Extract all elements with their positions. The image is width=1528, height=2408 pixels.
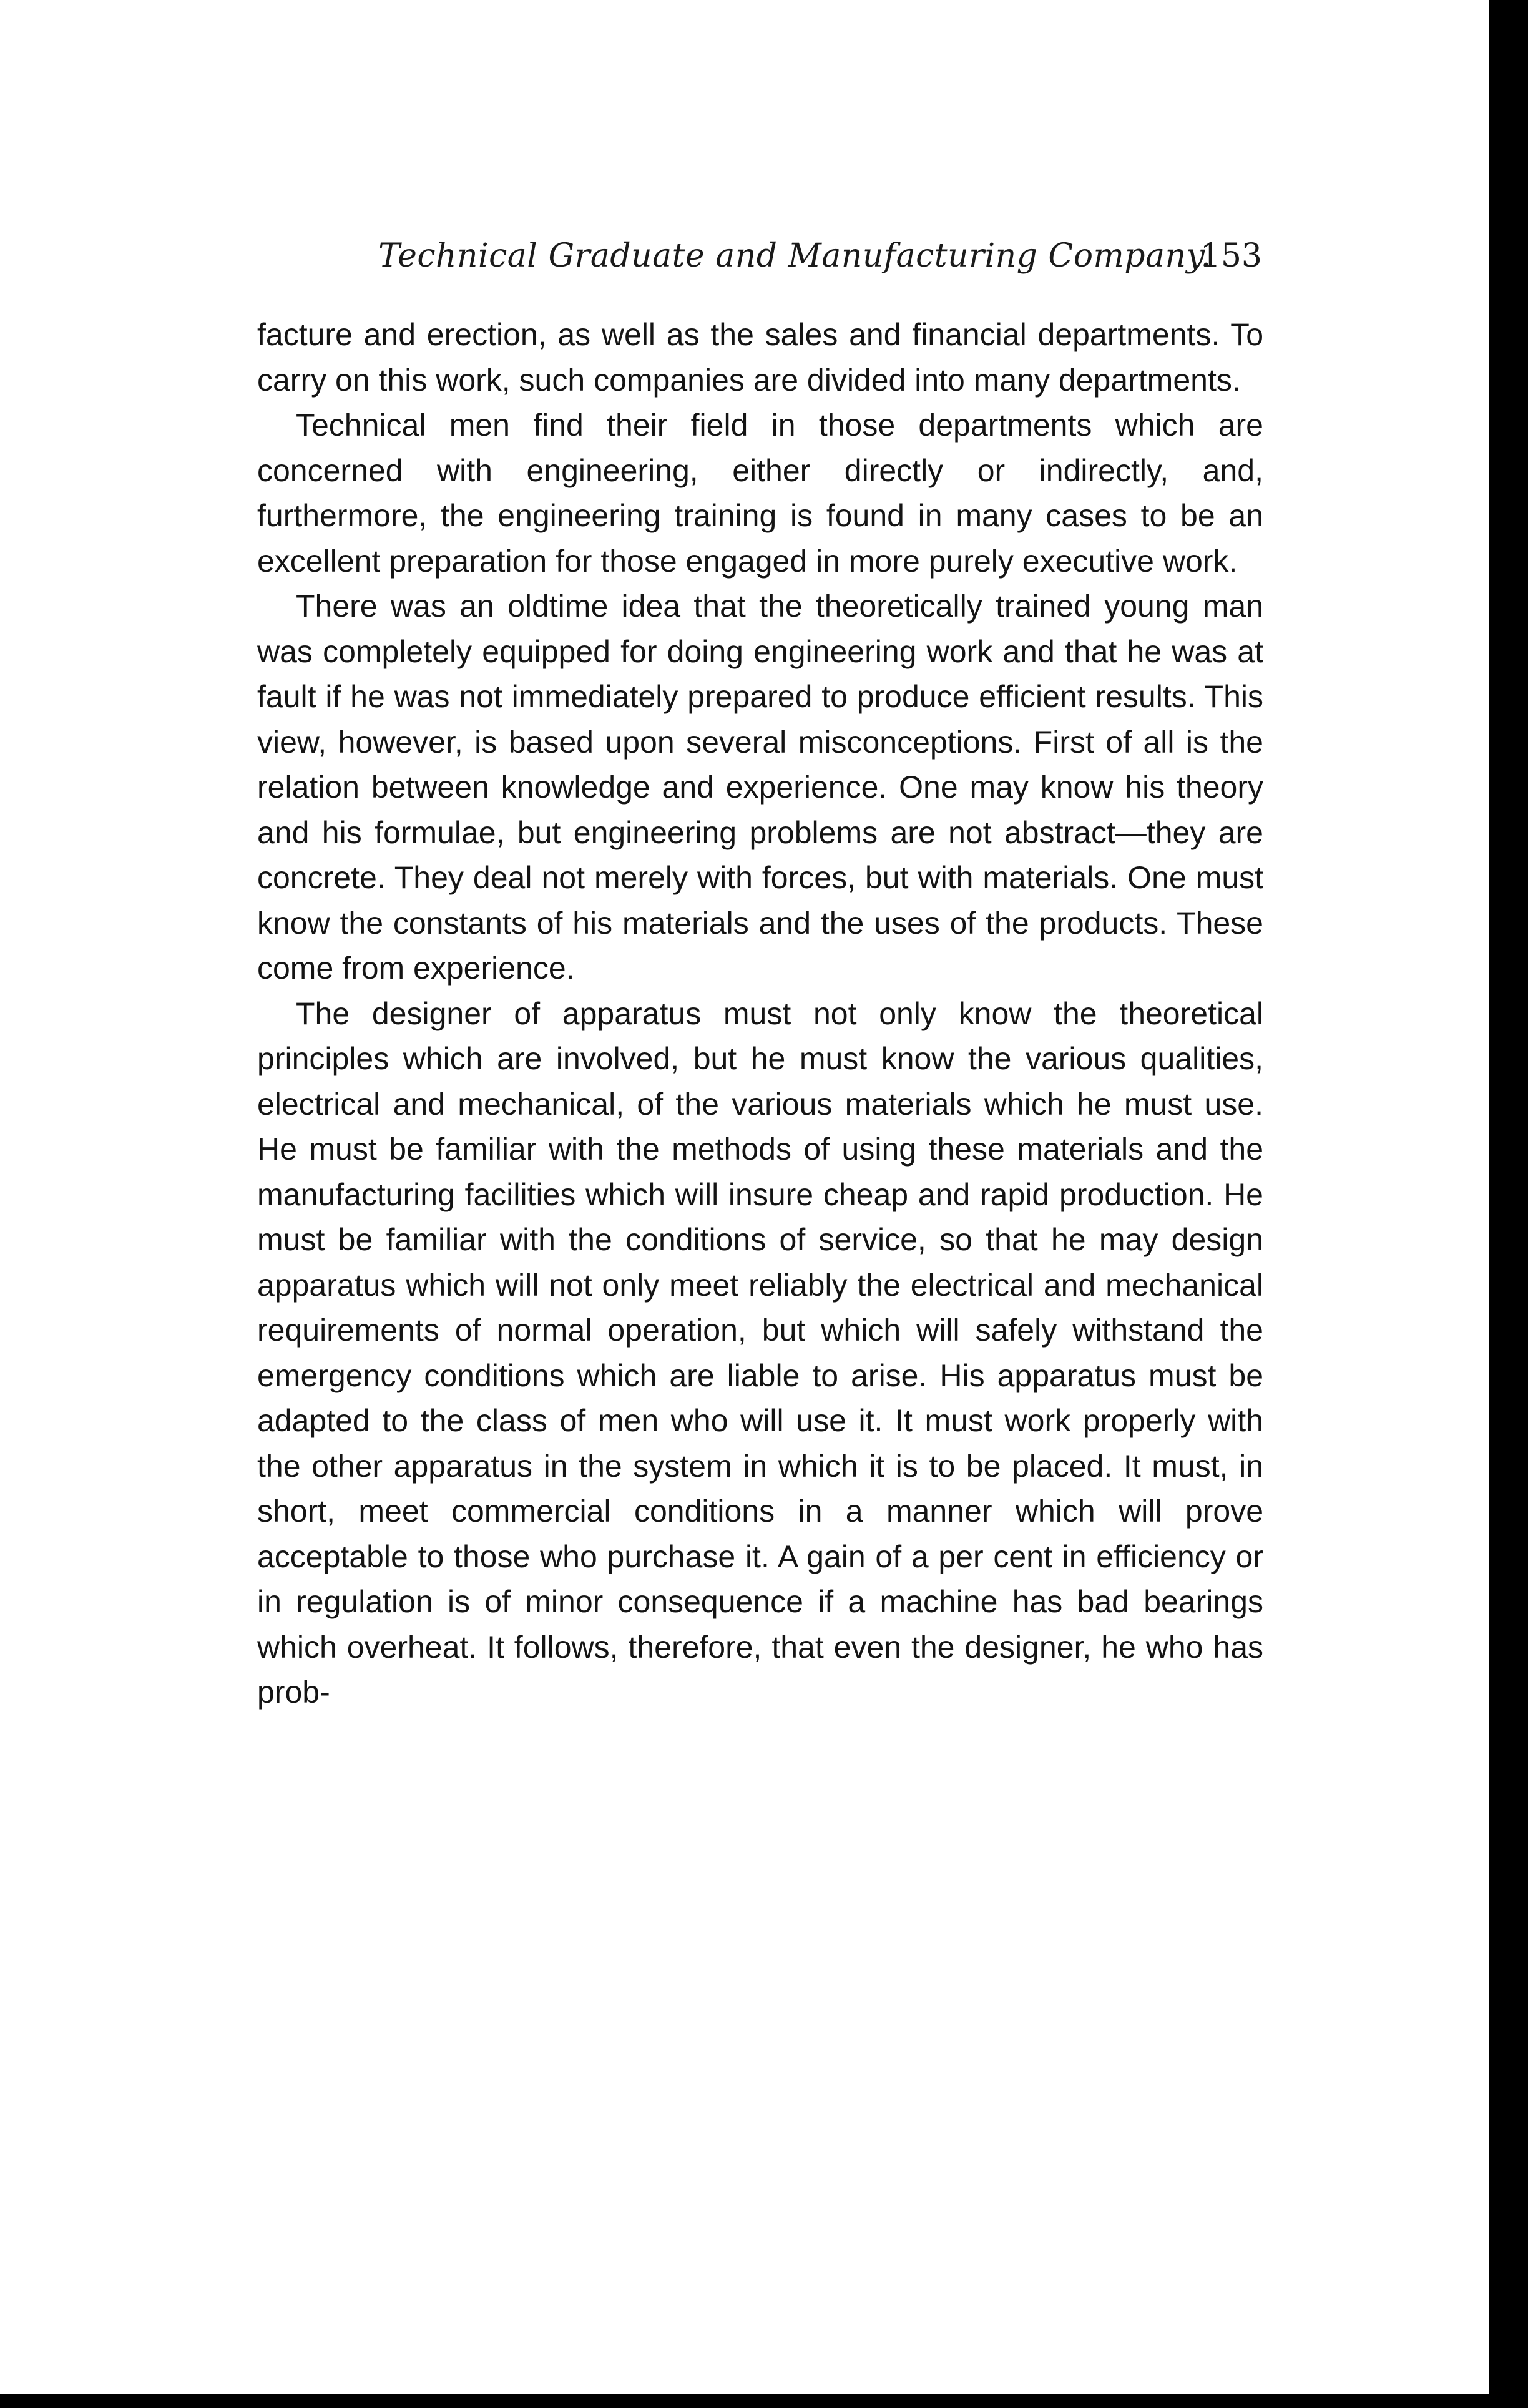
running-head <box>258 226 1262 288</box>
paragraph-oldtime-idea: There was an oldtime idea that the theoretically trained young man was completely equipped for doing engineering work and that he was at fault if he was not immediately prepared to produce efficient results. This view, however, is based upon several misconceptions. First of all is the relation between knowledge and experience. One may know his theory and his formulae, but engineering problems are not abstract—they are concrete. They deal not merely with forces, but with materials. One must know the constants of his materials and the uses of the products. These come from experience. <box>257 589 1263 986</box>
paragraph-designer: The designer of apparatus must not only know the theoretical principles which are involved, but he must know the various qualities, electrical and mechanical, of the various materials which he must use. He must be familiar with the methods of using these materials and the manufacturing facilities which will insure cheap and rapid production. He must be familiar with the conditions of service, so that he may design apparatus which will not only meet reliably the electrical and mechanical requirements of normal operation, but which will safely withstand the emergency conditions which are liable to arise. His apparatus must be adapted to the class of men who will use it. It must work properly with the other apparatus in the system in which it is to be placed. It must, in short, meet commercial conditions in a manner which will prove acceptable to those who purchase it. A gain of a per cent in efficiency or in regulation is of minor consequence if a machine has bad bearings which overheat. It follows, therefore, that even the designer, he who has prob- <box>257 996 1263 1710</box>
running-title: Technical Graduate and Manufacturing Company. <box>378 237 1212 275</box>
body-text <box>257 312 1263 1715</box>
page-number: 153 <box>1200 237 1262 275</box>
paragraph-technical-men: Technical men find their field in those departments which are concerned with engineering, either directly or indirectly, and, furthermore, the engineering training is found in many cases to be an excellent preparation for those engaged in more purely executive work. <box>257 408 1263 579</box>
paragraph-continued: facture and erection, as well as the sales and financial departments. To carry on this work, such companies are divided into many departments. <box>257 317 1263 398</box>
